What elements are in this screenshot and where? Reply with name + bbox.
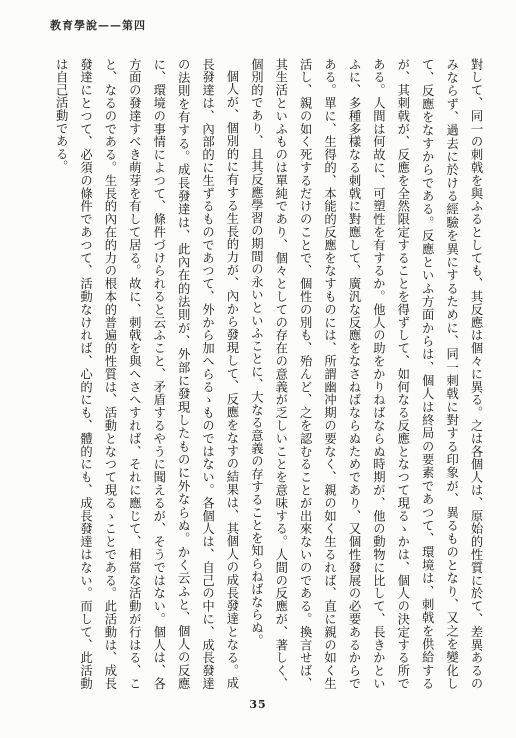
paragraph-1: 對して、同一の刺戟を與ふるとしても、其反應は個々に異る。之は各個人は、原始的性質に於て、差異あるのみならず、過去に於ける經驗を異にするために、同一刺戟に對する印象が、異るものとなり、又之を變化して、反應をなすからである。反應といふ方面からは、個人は終局の要素であつて、環境は、刺戟を供給するが、其刺戟が、反應を全然限定することを得ずして、如何なる反應となつて現るゝかは、個人の決定する所である。人間は何故に、可塑性を有するか。他人の助をかりねばならぬ時期が、他の動物に比して、長きかといふに、多種多樣なる刺戟に對應して、廣汎な反應をなさねばならぬためであり、又個性發展の必要あるからである。單に、生得的、本能的反應をなすものには、所謂幽冲期の要なく、親の如く生るれば、直に親の如く生活し、親の如く死するだけのことで、個性の別も、殆んど、之を認むることが出來ないのである。換言せば、其生活といふものは單純であり、個々としての存在の意義が乏しいことを意味する。人間の反應が、著しく、個別的であり、且其反應學習の期間の永いといふことに、大なる意義の存することを知らねばならぬ。: [249, 58, 483, 690]
running-head: 教育學說——第四: [50, 19, 146, 32]
page-number: 35: [249, 698, 267, 711]
paragraph-2: 個人が、個別的に有する生長的力が、內から發現して、反應をなすの結果は、其個人の成長發達となる。成長發達は、內部的に生ずるものであつて、外から加へらるゝものではない。各個人は、自己の中に、成長發達の法則を有する。成長發達は、此內在的法則が、外部に發現したものに外ならぬ。かく云ふと、個人の反應に、環境の事情によつて、條件づけられると云ふこと、矛盾するやうに聞えるが、そうではない。個人は、各方面の發達すべき萌芽を有して居る。故に、刺戟を與へさへすれば、それに應じて、相當な活動が行はる、こと、なるのである。生長的內在的力の根本的普遍的性質は、活動となつて現るゝことである。此活動は、成長發達にとつて、必須の條件であつて、活動なければ、心的にも、體的にも、成長發達はない。而して、此活動は自己活動である。: [54, 58, 239, 690]
body-text: [22, 58, 488, 690]
